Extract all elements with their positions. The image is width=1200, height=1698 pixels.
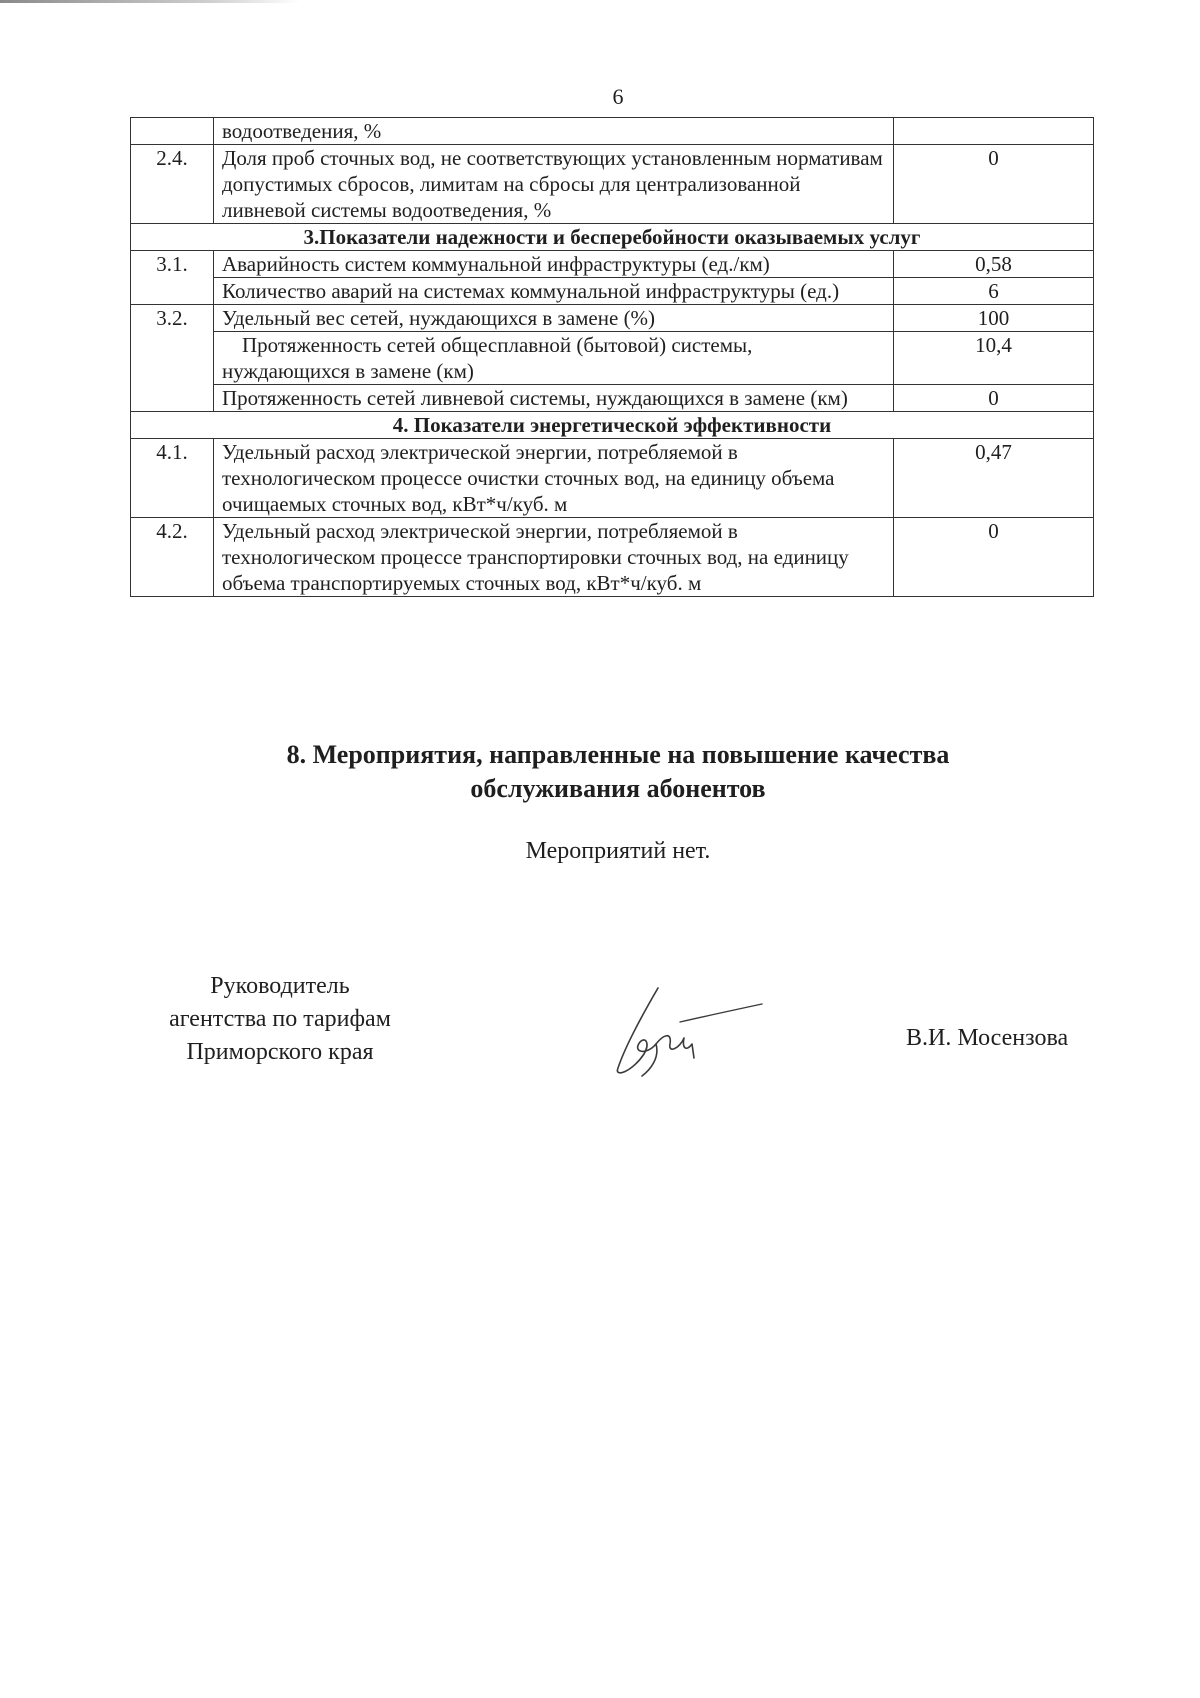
section-header-row: [131, 224, 1094, 251]
indicator-name: Удельный вес сетей, нуждающихся в замене (%): [214, 305, 894, 332]
indicator-name: Доля проб сточных вод, не соответствующих установленным нормативам допустимых сбросов, лимитам на сбросы для централизованной ливневой системы водоотведения, %: [214, 145, 894, 224]
section-8-title-line-2: обслуживания абонентов: [470, 774, 766, 803]
signer-position: [140, 970, 420, 1069]
table-row: [131, 145, 1094, 224]
indicator-name: Протяженность сетей общесплавной (бытовой) системы, нуждающихся в замене (км): [214, 332, 894, 385]
indicator-value: 0,58: [894, 251, 1094, 278]
table-row: [131, 518, 1094, 597]
section-8-heading: [0, 738, 1200, 806]
indicator-name: Аварийность систем коммунальной инфраструктуры (ед./км): [214, 251, 894, 278]
indicator-value: 0,47: [894, 439, 1094, 518]
indicator-number: 2.4.: [131, 145, 214, 224]
signer-position-line-3: Приморского края: [186, 1039, 374, 1065]
table-row: [131, 251, 1094, 278]
indicator-value: 100: [894, 305, 1094, 332]
indicator-number: [131, 118, 214, 145]
page-number: 6: [612, 84, 624, 109]
indicator-value: 0: [894, 145, 1094, 224]
indicator-value: 0: [894, 518, 1094, 597]
indicator-name: Удельный расход электрической энергии, потребляемой в технологическом процессе очистки сточных вод, на единицу объема очищаемых сточных вод, кВт*ч/куб. м: [214, 439, 894, 518]
indicator-value: 6: [894, 278, 1094, 305]
handwritten-signature: [610, 982, 770, 1082]
indicator-name: Количество аварий на системах коммунальной инфраструктуры (ед.): [214, 278, 894, 305]
indicator-name: водоотведения, %: [214, 118, 894, 145]
table-row: [131, 305, 1094, 332]
indicator-number: 3.2.: [131, 305, 214, 412]
section-header: 3.Показатели надежности и бесперебойности оказываемых услуг: [131, 224, 1094, 251]
signer-name: В.И. Мосензова: [906, 1025, 1069, 1051]
indicators-table: [130, 117, 1094, 597]
indicator-value: 0: [894, 385, 1094, 412]
indicator-number: 3.1.: [131, 251, 214, 305]
table-row: [131, 332, 1094, 385]
signer-position-line-1: Руководитель: [210, 973, 350, 999]
indicator-name: Протяженность сетей ливневой системы, нуждающихся в замене (км): [214, 385, 894, 412]
table-row: [131, 385, 1094, 412]
indicator-number: 4.1.: [131, 439, 214, 518]
section-8-title-line-1: 8. Мероприятия, направленные на повышение качества: [286, 740, 950, 769]
signer-position-line-2: агентства по тарифам: [169, 1006, 391, 1032]
table-row: [131, 439, 1094, 518]
indicator-name: Удельный расход электрической энергии, потребляемой в технологическом процессе транспортировки сточных вод, на единицу объема транспортируемых сточных вод, кВт*ч/куб. м: [214, 518, 894, 597]
indicator-number: 4.2.: [131, 518, 214, 597]
section-header-row: [131, 412, 1094, 439]
table-row: [131, 118, 1094, 145]
indicator-value: [894, 118, 1094, 145]
table-row: [131, 278, 1094, 305]
indicator-value: 10,4: [894, 332, 1094, 385]
section-header: 4. Показатели энергетической эффективности: [131, 412, 1094, 439]
section-8-body: Мероприятий нет.: [525, 838, 711, 864]
scan-edge-mark: [0, 0, 300, 3]
